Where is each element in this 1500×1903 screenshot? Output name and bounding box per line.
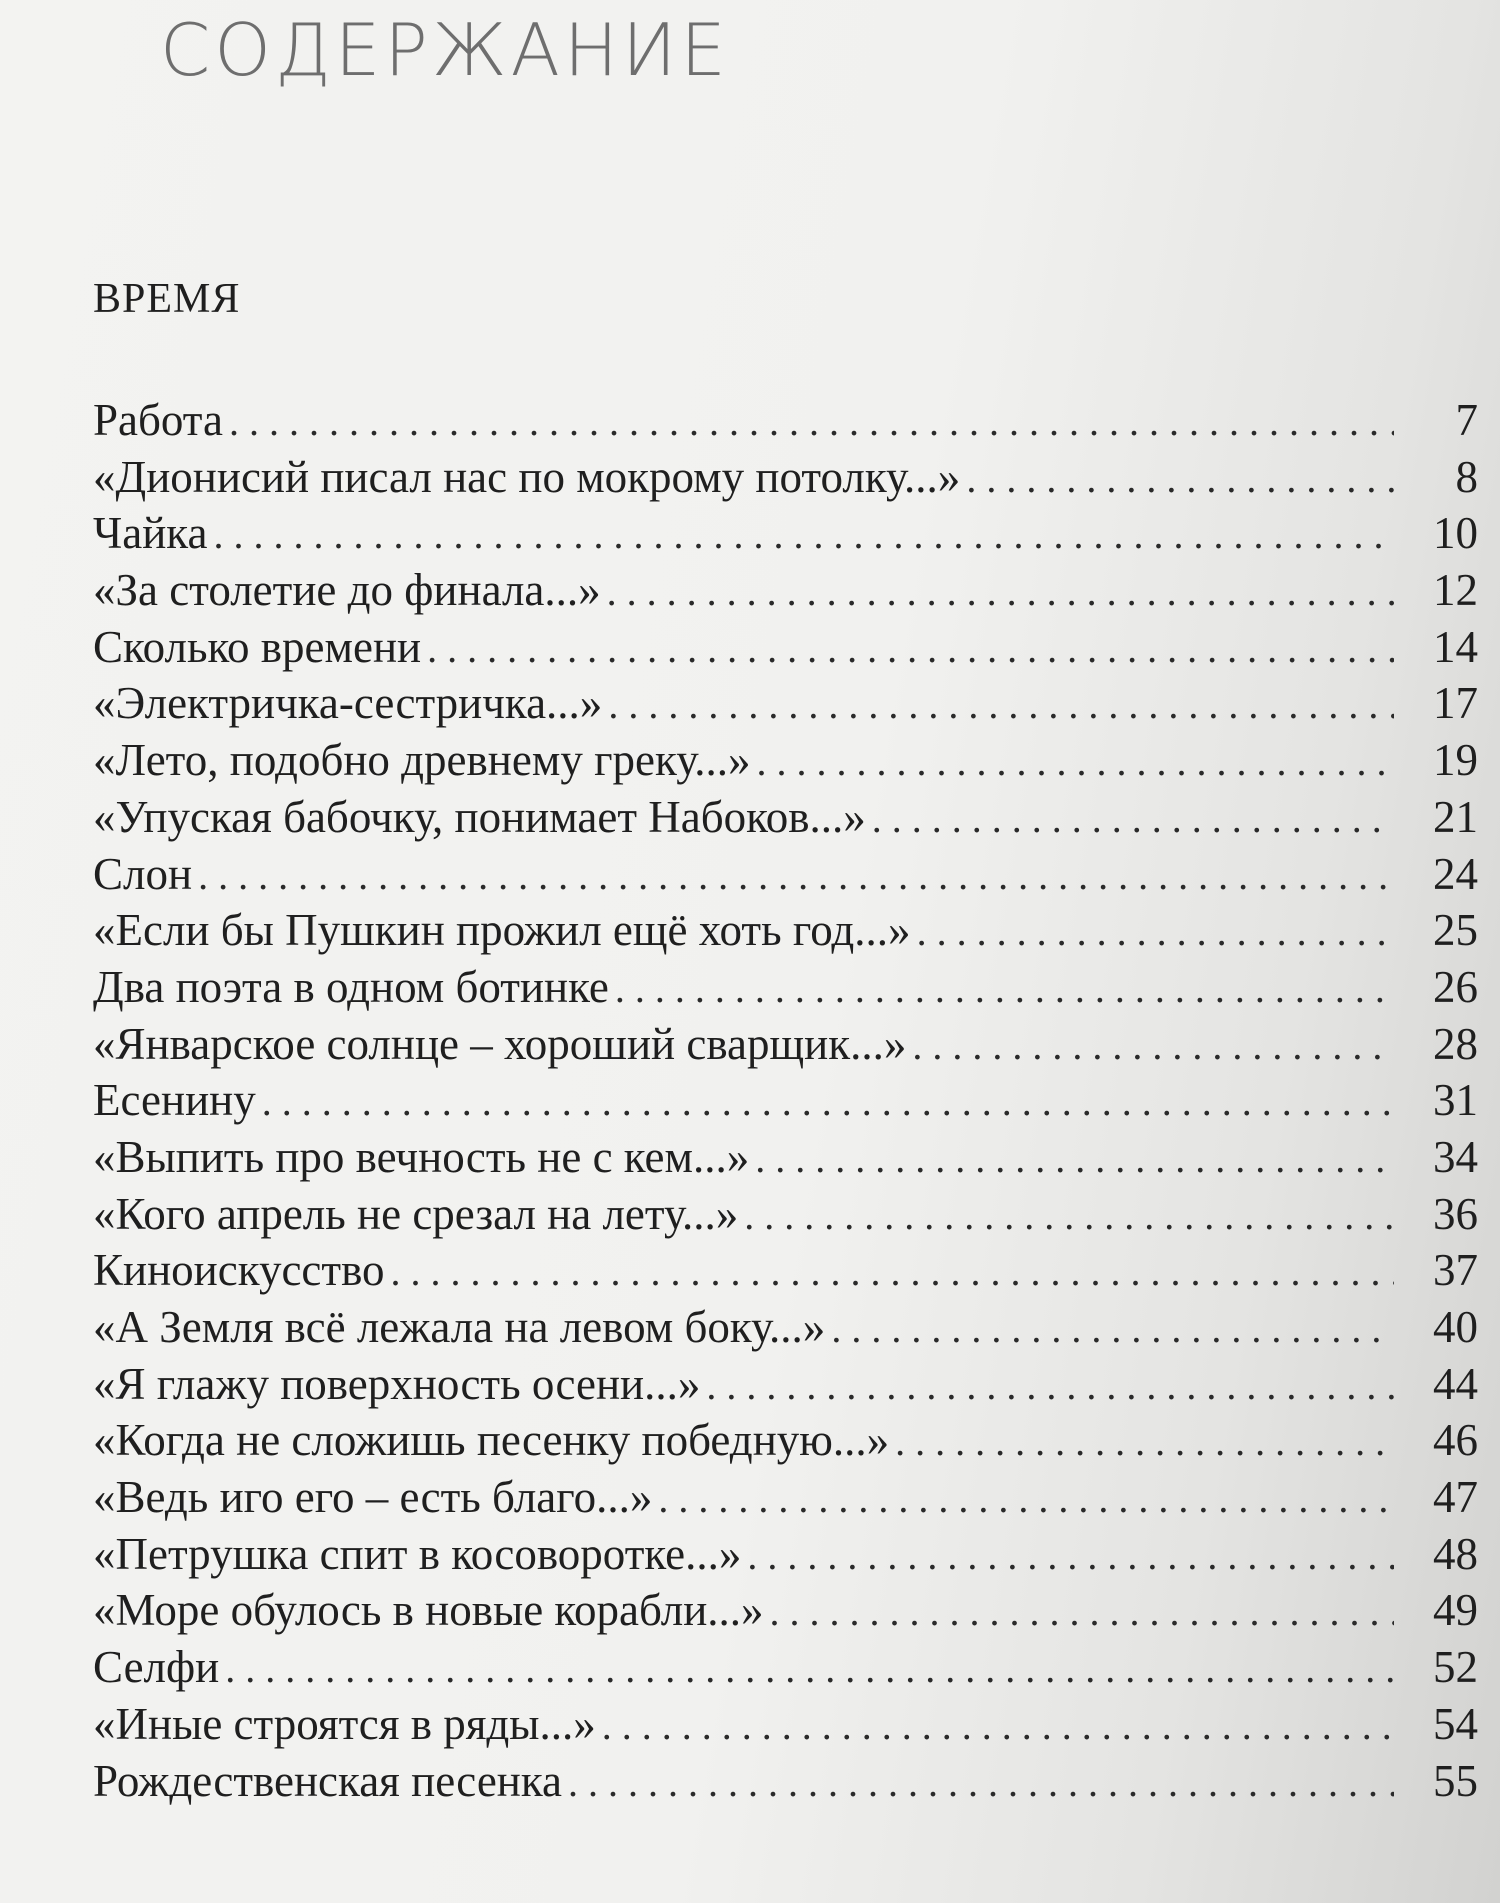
toc-entry-title: «Электричка-сестричка...» <box>93 678 603 729</box>
dot-leader <box>225 1641 1394 1696</box>
toc-entry-title: Два поэта в одном ботинке <box>93 961 609 1012</box>
dot-leader <box>229 394 1394 449</box>
toc-entry-title: «Море обулось в новые корабли...» <box>93 1585 764 1636</box>
dot-leader <box>770 1584 1394 1639</box>
toc-entry-title: «Ведь иго его – есть благо...» <box>93 1472 653 1523</box>
section-heading: ВРЕМЯ <box>93 276 241 322</box>
toc-page-number: 10 <box>1433 508 1478 559</box>
toc-page-number: 25 <box>1433 905 1478 956</box>
toc-page-number: 49 <box>1433 1585 1478 1636</box>
toc-entry-title: «А Земля всё лежала на левом боку...» <box>93 1302 826 1352</box>
toc-page-number: 40 <box>1433 1302 1478 1352</box>
toc-entry[interactable] <box>93 1639 1478 1696</box>
toc-entry-title: Чайка <box>93 508 208 559</box>
dot-leader <box>391 1244 1394 1299</box>
toc-entry-title: «Кого апрель не срезал на лету...» <box>93 1188 739 1239</box>
dot-leader <box>756 734 1394 789</box>
toc-entry-title: Работа <box>93 395 223 445</box>
toc-entry-title: «Петрушка спит в косоворотке...» <box>93 1528 742 1579</box>
toc-entry[interactable] <box>93 902 1478 959</box>
toc-entry[interactable] <box>93 1356 1478 1413</box>
dot-leader <box>895 1414 1394 1469</box>
toc-page-number: 26 <box>1433 961 1478 1012</box>
toc-entry[interactable] <box>93 1412 1478 1469</box>
toc-page-number: 14 <box>1433 621 1478 672</box>
dot-leader <box>213 507 1394 562</box>
toc-entry[interactable] <box>93 1582 1478 1639</box>
toc-entry[interactable] <box>93 675 1478 732</box>
toc-page-number: 55 <box>1433 1755 1478 1806</box>
dot-leader <box>966 451 1394 506</box>
toc-entry-title: Рождественская песенка <box>93 1755 563 1806</box>
toc-entry[interactable] <box>93 619 1478 676</box>
dot-leader <box>755 1131 1394 1186</box>
toc-entry-title: Селфи <box>93 1642 220 1693</box>
toc-page-number: 19 <box>1433 735 1478 786</box>
toc-entry[interactable] <box>93 732 1478 789</box>
table-of-contents <box>93 392 1478 1809</box>
toc-page-number: 47 <box>1433 1472 1478 1523</box>
dot-leader <box>744 1188 1394 1243</box>
toc-entry-title: «Упуская бабочку, понимает Набоков...» <box>93 791 866 842</box>
toc-entry[interactable] <box>93 1526 1478 1583</box>
toc-entry[interactable] <box>93 1016 1478 1073</box>
toc-page-number: 28 <box>1433 1018 1478 1069</box>
toc-entry-title: «Январское солнце – хороший сварщик...» <box>93 1018 907 1069</box>
toc-page-number: 36 <box>1433 1188 1478 1239</box>
dot-leader <box>831 1301 1394 1356</box>
toc-entry-title: Киноискусство <box>93 1245 385 1296</box>
toc-page-number: 44 <box>1433 1358 1478 1409</box>
dot-leader <box>262 1074 1394 1129</box>
toc-page-number: 52 <box>1433 1642 1478 1693</box>
dot-leader <box>912 1018 1394 1073</box>
toc-entry[interactable] <box>93 789 1478 846</box>
toc-entry[interactable] <box>93 1186 1478 1243</box>
toc-page-number: 7 <box>1455 395 1478 445</box>
toc-entry-title: Слон <box>93 848 193 899</box>
toc-entry-title: «Иные строятся в ряды...» <box>93 1698 596 1749</box>
toc-entry-title: «Лето, подобно древнему греку...» <box>93 735 751 786</box>
toc-entry[interactable] <box>93 959 1478 1016</box>
dot-leader <box>607 564 1394 619</box>
toc-page-number: 12 <box>1433 565 1478 616</box>
toc-page-number: 17 <box>1433 678 1478 729</box>
toc-page-number: 34 <box>1433 1131 1478 1182</box>
dot-leader <box>658 1471 1394 1526</box>
dot-leader <box>917 904 1394 959</box>
dot-leader <box>747 1528 1394 1583</box>
toc-page-number: 46 <box>1433 1415 1478 1466</box>
toc-entry[interactable] <box>93 1242 1478 1299</box>
toc-entry[interactable] <box>93 392 1478 449</box>
dot-leader <box>198 848 1394 903</box>
dot-leader <box>608 677 1394 732</box>
toc-entry[interactable] <box>93 1696 1478 1753</box>
toc-page-number: 48 <box>1433 1528 1478 1579</box>
toc-entry[interactable] <box>93 449 1478 506</box>
toc-page-number: 8 <box>1455 451 1478 502</box>
toc-entry-title: «Я глажу поверхность осени...» <box>93 1358 701 1409</box>
toc-page-number: 37 <box>1433 1245 1478 1296</box>
toc-entry[interactable] <box>93 505 1478 562</box>
toc-entry-title: «Если бы Пушкин прожил ещё хоть год...» <box>93 905 911 956</box>
toc-entry[interactable] <box>93 1299 1478 1356</box>
dot-leader <box>427 621 1394 676</box>
toc-entry[interactable] <box>93 562 1478 619</box>
dot-leader <box>602 1698 1394 1753</box>
toc-entry-title: «Дионисий писал нас по мокрому потолку...» <box>93 451 961 502</box>
page-title: СОДЕРЖАНИЕ <box>160 8 730 92</box>
toc-entry-title: Сколько времени <box>93 621 422 672</box>
toc-entry-title: «Когда не сложишь песенку победную...» <box>93 1415 890 1466</box>
toc-page-number: 21 <box>1433 791 1478 842</box>
toc-entry-title: Есенину <box>93 1075 256 1126</box>
toc-entry[interactable] <box>93 1072 1478 1129</box>
toc-entry-title: «За столетие до финала...» <box>93 565 601 616</box>
dot-leader <box>568 1755 1394 1810</box>
toc-entry[interactable] <box>93 1469 1478 1526</box>
toc-entry[interactable] <box>93 1129 1478 1186</box>
dot-leader <box>615 961 1394 1016</box>
toc-page-number: 24 <box>1433 848 1478 899</box>
dot-leader <box>706 1358 1394 1413</box>
toc-entry[interactable] <box>93 1753 1478 1810</box>
toc-page-number: 54 <box>1433 1698 1478 1749</box>
toc-page-number: 31 <box>1433 1075 1478 1126</box>
dot-leader <box>872 791 1394 846</box>
toc-entry[interactable] <box>93 846 1478 903</box>
toc-entry-title: «Выпить про вечность не с кем...» <box>93 1131 750 1182</box>
